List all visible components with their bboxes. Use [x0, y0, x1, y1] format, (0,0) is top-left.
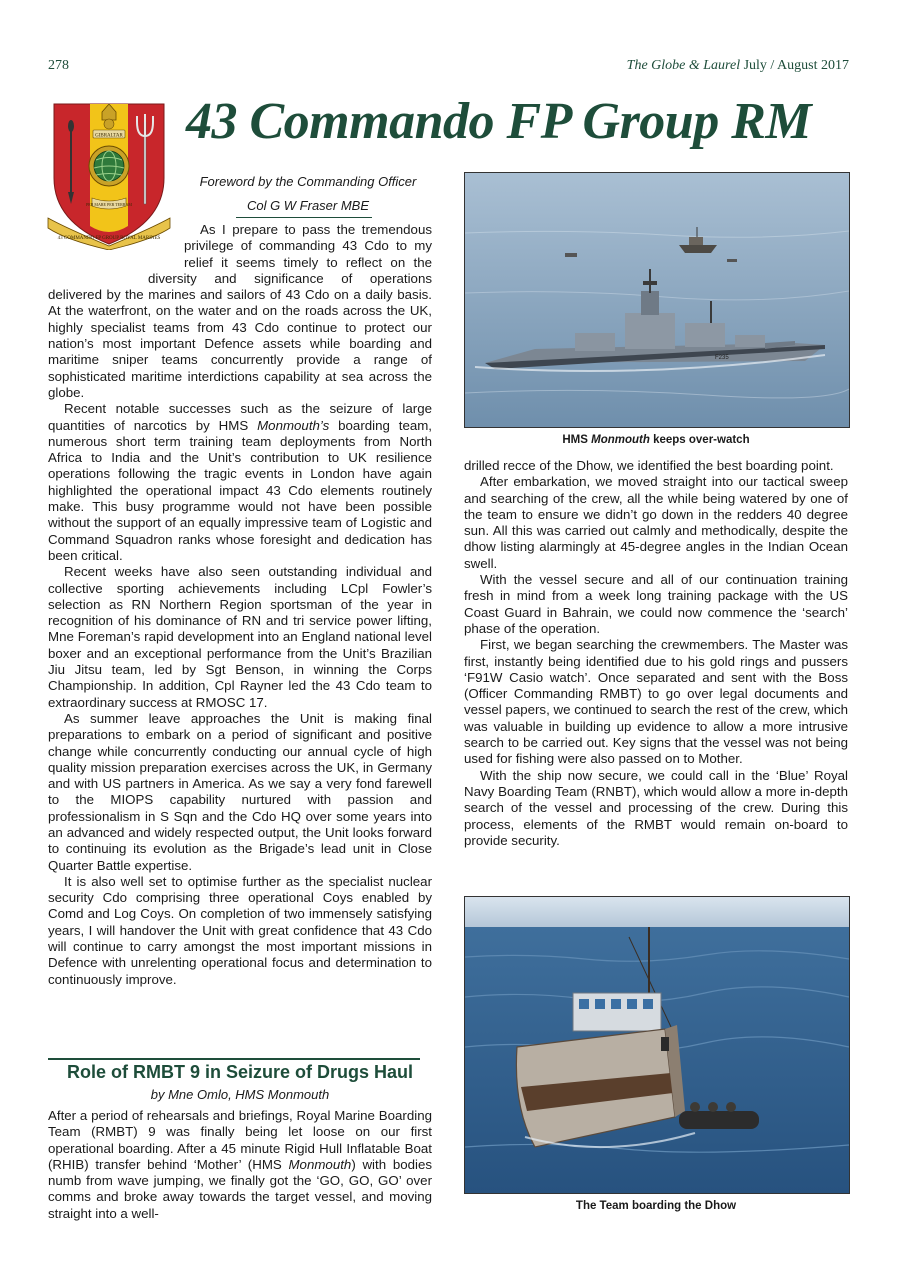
photo-hms-monmouth	[464, 172, 850, 428]
foreword-paragraph-5: It is also well set to optimise further as the specialist nuclear security Cdo comprising three operational Coys enabled by Comd and Log Coys. On completion of two immensely satisfying years, I will handover the Unit with great confidence that 43 Cdo will continue to carry amongst the most important missions in Defence with unrelenting operational focus and determination to continuously improve.	[48, 873, 432, 987]
foreword-paragraph-2	[48, 401, 432, 564]
section-paragraph-1-continued: drilled recce of the Dhow, we identified the best boarding point.	[464, 458, 834, 473]
crest-wrap-spacer	[48, 258, 148, 274]
section-paragraph-4: First, we began searching the crewmembers. The Master was first, instantly being identified due to his gold rings and pussers ‘F91W Casio watch’. Once separated and sent with the Boss (Officer Commanding RMBT) to go over legal documents and vessel papers, we continued to search the rest of the crew, which was valuable in building up evidence to allow a more intrusive search to be carried out. Key signs that the vessel was not being used for fishing were also passed on to Mother.	[464, 637, 848, 767]
photo-caption-dhow: The Team boarding the Dhow	[575, 1200, 737, 1212]
ship-name: Monmouth	[591, 434, 650, 446]
section-byline: by Mne Omlo, HMS Monmouth	[150, 1087, 330, 1102]
foreword-by: Foreword by the Commanding Officer	[199, 174, 417, 189]
dhow-photo-illustration	[465, 897, 849, 1193]
crest-motto-top: GIBRALTAR	[95, 133, 123, 139]
section-title: Role of RMBT 9 in Seizure of Drugs Haul	[66, 1062, 414, 1082]
foreword-column	[48, 222, 432, 988]
article-title: 43 Commando FP Group RM	[186, 93, 812, 150]
section-column-right	[464, 458, 848, 849]
section-paragraph-5: With the ship now secure, we could call in the ‘Blue’ Royal Navy Boarding Team (RNBT), which would allow a more in-depth search of the vessel and processing of the crew. During this process, elements of the RMBT would remain on-board to provide security.	[464, 767, 848, 848]
hull-number: F235	[715, 355, 729, 361]
section-divider	[48, 1058, 420, 1060]
ship-name: Monmouth	[288, 1156, 352, 1172]
section-paragraph-1	[48, 1108, 432, 1222]
page-number: 278	[48, 58, 69, 73]
ship-name: Monmouth’s	[257, 417, 330, 433]
ship-photo-illustration	[465, 173, 849, 427]
text-run: boarding team, numerous short term training team deployments from North Africa to India and the Unit’s contribution to UK resilience operations following the tragic events in London have again highlighted the operational impact 43 Cdo elements routinely make. This busy programme would not have been possible without the support of an equally impressive team of Logistic and Command Squadron ranks whose foresight and dedication has been critical.	[48, 417, 432, 563]
foreword-paragraph-3: Recent weeks have also seen outstanding individual and collective sporting achievements including LCpl Fowler’s selection as RN Northern Region sportsman of the year in recognition of his dominance of RN and tri service power lifting, Mne Foreman’s rapid development into an England national level boxer and an exceptional performance from the Unit’s Brazilian Jiu Jitsu team, led by Sgt Benson, in winning the Corps Championship. In addition, Cpl Rayner led the 43 Cdo team to extraordinary success at RMOSC 17.	[48, 564, 432, 710]
text-run: keeps over-watch	[649, 434, 750, 446]
photo-caption-ship	[464, 434, 848, 446]
section-paragraph-2: After embarkation, we moved straight into our tactical sweep and searching of the crew, all the while being watered by one of the team to ensure we didn’t go down in the redders 40 degree sun. All this was carried out calmly and methodically, despite the dhow listing alarmingly at 45-degree angles in the Indian Ocean swell.	[464, 474, 848, 571]
text-run: Recent notable successes such as the seizure of large quantities of narcotics by HMS	[48, 401, 432, 433]
foreword-paragraph-4: As summer leave approaches the Unit is making final preparations to embark on a period of significant and positive change while concurrently conducting our annual cycle of high quality mission preparation exercises across the UK, in Germany and with US partners in America. As we say a very fond farewell to the MIOPS capability nurtured with passion and professionalism in S Sqn and the Cdo HQ over some years into an advanced and widely respected output, the Unit looks forward to continuing its evolution as the Brigade’s lead unit in Close Quarter Battle expertise.	[48, 710, 432, 873]
text-run: After a period of rehearsals and briefings, Royal Marine Boarding Team (RMBT) 9 was finally being let loose on our first operational boarding. After a 45 minute Rigid Hull Inflatable Boat (RHIB) transfer behind ‘Mother’ (HMS	[48, 1108, 432, 1172]
text-run: HMS	[562, 434, 592, 446]
running-header	[627, 58, 849, 74]
foreword-paragraph-1: As I prepare to pass the tremendous privilege of commanding 43 Cdo to my relief it seems timely to reflect on the diversity and significance of operations delivered by the marines and sailors of 43 Cdo on a daily basis. At the waterfront, on the water and on the roads across the UK, highly specialist teams from 43 Cdo continue to protect our nation’s most important Defence assets while boarding and maritime sniper teams concurrently provide a range of sophisticated maritime interdictions capability at sea across the globe.	[48, 222, 432, 400]
publication-name: The Globe & Laurel	[626, 58, 741, 73]
photo-dhow-boarding	[464, 896, 850, 1194]
crest-motto-bottom: PER MARE PER TERRAM	[86, 202, 132, 207]
divider	[236, 217, 372, 218]
section-column-left	[48, 1108, 432, 1222]
section-paragraph-3: With the vessel secure and all of our continuation training fresh in mind from a week long training package with the US Coast Guard in Bahrain, we could now commence the ‘search’ phase of the operation.	[464, 572, 848, 636]
text-run: ) with bodies numb from wave jumping, we finally got the ‘GO, GO, GO’ over comms and broke away towards the target vessel, and moving straight into a well-	[48, 1156, 432, 1221]
crest-scroll-text: 43 COMMANDO FP GROUP ROYAL MARINES	[57, 236, 161, 241]
commanding-officer-name: Col G W Fraser MBE	[246, 198, 370, 213]
crest-wrap-spacer	[48, 222, 184, 258]
issue-date: July / August 2017	[743, 58, 849, 73]
